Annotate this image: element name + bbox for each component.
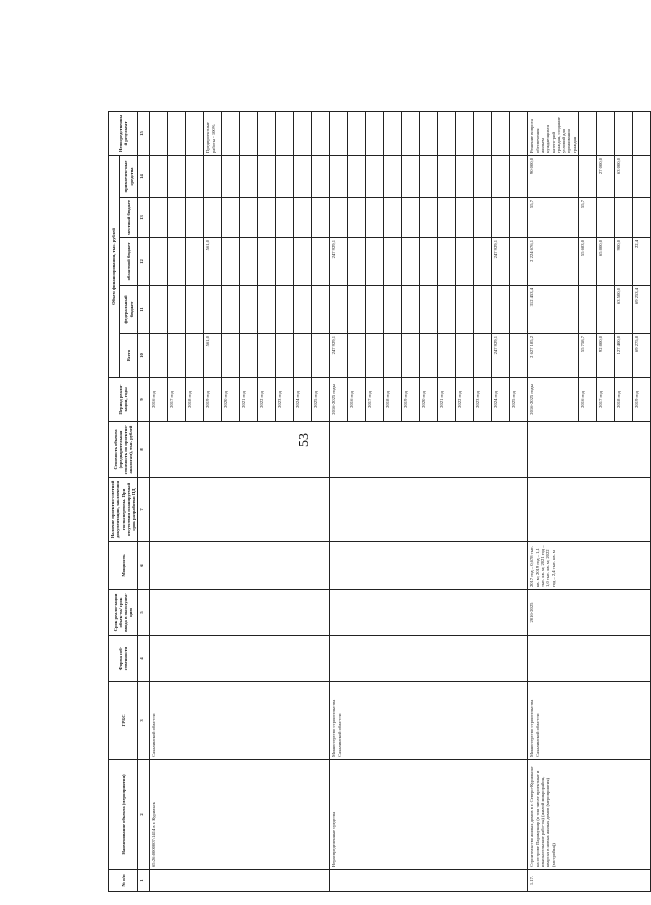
total-cell xyxy=(276,334,294,378)
extrabudget-cell xyxy=(366,156,384,198)
capacity-cell xyxy=(150,542,330,590)
header-name: Наименование объекта (мероприятия) xyxy=(109,760,138,870)
page-number: 53 xyxy=(297,433,312,447)
local-cell xyxy=(596,198,614,238)
federal-cell xyxy=(402,286,420,334)
column-number: 6 xyxy=(138,542,150,590)
federal-cell: 312 453,4 xyxy=(528,286,579,334)
object-name: Нераспределенные средства xyxy=(330,760,528,870)
extrabudget-cell xyxy=(348,156,366,198)
result-cell xyxy=(402,112,420,156)
block-number: 1.17. xyxy=(528,870,651,892)
regional-cell xyxy=(276,238,294,286)
local-cell xyxy=(204,198,222,238)
header-result: Непосредственный результат xyxy=(109,112,138,156)
period-cell: 2018 год xyxy=(614,378,632,422)
regional-cell xyxy=(186,238,204,286)
result-cell xyxy=(578,112,596,156)
federal-cell xyxy=(510,286,528,334)
period-cell: 2016 год xyxy=(348,378,366,422)
federal-cell xyxy=(596,286,614,334)
period-cell: 2019 год xyxy=(402,378,420,422)
extrabudget-cell xyxy=(258,156,276,198)
total-cell: 247 929,1 xyxy=(492,334,510,378)
period-cell: 2021 год xyxy=(240,378,258,422)
local-cell xyxy=(222,198,240,238)
extrabudget-cell: 90 000,0 xyxy=(528,156,579,198)
result-cell xyxy=(258,112,276,156)
column-number: 7 xyxy=(138,478,150,542)
extrabudget-cell xyxy=(420,156,438,198)
regional-cell xyxy=(312,238,330,286)
extrabudget-cell xyxy=(312,156,330,198)
total-cell xyxy=(438,334,456,378)
federal-cell xyxy=(366,286,384,334)
column-number: 3 xyxy=(138,682,150,760)
column-number: 9 xyxy=(138,378,150,422)
extrabudget-cell xyxy=(578,156,596,198)
document-rotated-table xyxy=(108,112,639,892)
term-cell xyxy=(150,590,330,636)
period-cell: 2024 год xyxy=(492,378,510,422)
period-cell: 2019 год xyxy=(632,378,650,422)
table-body xyxy=(138,112,651,892)
design-doc-cell xyxy=(528,478,651,542)
extrabudget-cell xyxy=(150,156,168,198)
period-cell: 2025 год xyxy=(510,378,528,422)
extrabudget-cell xyxy=(276,156,294,198)
term-cell: 2016-2025 xyxy=(528,590,651,636)
result-cell xyxy=(510,112,528,156)
table-header xyxy=(109,112,138,892)
header-local: местный бюджет xyxy=(120,198,138,238)
regional-cell xyxy=(456,238,474,286)
federal-cell xyxy=(578,286,596,334)
result-cell xyxy=(312,112,330,156)
column-number-row xyxy=(138,112,150,892)
header-total: Всего xyxy=(120,334,138,378)
local-cell xyxy=(294,198,312,238)
period-cell: 2017 год xyxy=(168,378,186,422)
result-cell xyxy=(438,112,456,156)
local-cell xyxy=(276,198,294,238)
local-cell xyxy=(384,198,402,238)
header-design-doc: Наличие проектно-сметной документации, заключения госэкспертизы. При отсутствии планируемый срок разработки ПД xyxy=(109,478,138,542)
local-cell xyxy=(492,198,510,238)
block-number xyxy=(150,870,330,892)
period-cell: 2021 год xyxy=(438,378,456,422)
result-cell xyxy=(366,112,384,156)
federal-cell xyxy=(294,286,312,334)
regional-cell xyxy=(438,238,456,286)
result-cell xyxy=(596,112,614,156)
total-cell: 247 929,1 xyxy=(330,334,348,378)
financing-table xyxy=(108,111,651,892)
total-cell xyxy=(420,334,438,378)
result-cell xyxy=(222,112,240,156)
regional-cell xyxy=(474,238,492,286)
federal-cell xyxy=(348,286,366,334)
table-row xyxy=(150,112,168,892)
result-cell xyxy=(348,112,366,156)
total-cell xyxy=(510,334,528,378)
result-cell xyxy=(150,112,168,156)
local-cell xyxy=(402,198,420,238)
total-cell xyxy=(150,334,168,378)
extrabudget-cell xyxy=(632,156,650,198)
total-cell xyxy=(168,334,186,378)
regional-cell: 900,0 xyxy=(614,238,632,286)
regional-cell: 2 224 676,1 xyxy=(528,238,579,286)
total-cell xyxy=(366,334,384,378)
total-cell xyxy=(312,334,330,378)
total-cell xyxy=(258,334,276,378)
column-number: 11 xyxy=(138,286,150,334)
regional-cell: 561,0 xyxy=(204,238,222,286)
federal-cell: 69 253,4 xyxy=(632,286,650,334)
total-cell: 127 400,0 xyxy=(614,334,632,378)
federal-cell xyxy=(204,286,222,334)
regional-cell xyxy=(420,238,438,286)
result-cell xyxy=(632,112,650,156)
grbs-name: Министерство строительства Сахалинской обла-сти xyxy=(528,682,651,760)
regional-cell: 22,4 xyxy=(632,238,650,286)
extrabudget-cell xyxy=(240,156,258,198)
regional-cell xyxy=(384,238,402,286)
local-cell xyxy=(240,198,258,238)
local-cell: 55,7 xyxy=(528,198,579,238)
column-number: 4 xyxy=(138,636,150,682)
federal-cell xyxy=(186,286,204,334)
total-cell: 2 627 185,2 xyxy=(528,334,579,378)
result-cell: Решение вопроса обеспечения жильем нуждающихся катего-рий граждан, создание условий для проживания граждан xyxy=(528,112,579,156)
result-cell xyxy=(456,112,474,156)
regional-cell xyxy=(402,238,420,286)
header-funding: Объем финансирования, тыс. рублей xyxy=(109,156,120,378)
column-number: 10 xyxy=(138,334,150,378)
local-cell xyxy=(258,198,276,238)
period-cell: 2016-2025 годы xyxy=(528,378,579,422)
header-no: № п/п xyxy=(109,870,138,892)
local-cell: 55,7 xyxy=(578,198,596,238)
result-cell xyxy=(492,112,510,156)
federal-cell xyxy=(240,286,258,334)
local-cell xyxy=(312,198,330,238)
local-cell xyxy=(186,198,204,238)
result-cell xyxy=(474,112,492,156)
total-cell xyxy=(186,334,204,378)
header-extrabudget: привлечен-ные средства xyxy=(120,156,138,198)
table-row xyxy=(330,112,348,892)
total-cell xyxy=(348,334,366,378)
header-regional: областной бюджет xyxy=(120,238,138,286)
local-cell xyxy=(474,198,492,238)
block-number xyxy=(330,870,528,892)
local-cell xyxy=(420,198,438,238)
federal-cell xyxy=(438,286,456,334)
regional-cell xyxy=(510,238,528,286)
period-cell: 2018 год xyxy=(384,378,402,422)
local-cell xyxy=(456,198,474,238)
period-cell: 2025 год xyxy=(312,378,330,422)
column-number: 1 xyxy=(138,870,150,892)
local-cell xyxy=(348,198,366,238)
regional-cell xyxy=(150,238,168,286)
local-cell xyxy=(150,198,168,238)
extrabudget-cell xyxy=(492,156,510,198)
period-cell: 2020 год xyxy=(420,378,438,422)
column-number: 13 xyxy=(138,198,150,238)
column-number: 14 xyxy=(138,156,150,198)
federal-cell xyxy=(222,286,240,334)
design-doc-cell xyxy=(150,478,330,542)
federal-cell xyxy=(384,286,402,334)
total-cell: 92 800,0 xyxy=(596,334,614,378)
period-cell: 2022 год xyxy=(456,378,474,422)
period-cell: 2016-2025 годы xyxy=(330,378,348,422)
extrabudget-cell xyxy=(438,156,456,198)
period-cell: 2022 год xyxy=(258,378,276,422)
cost-cell xyxy=(528,422,651,478)
column-number: 15 xyxy=(138,112,150,156)
federal-cell xyxy=(420,286,438,334)
column-number: 12 xyxy=(138,238,150,286)
cost-cell xyxy=(150,422,330,478)
regional-cell: 247 929,1 xyxy=(492,238,510,286)
local-cell xyxy=(632,198,650,238)
result-cell xyxy=(420,112,438,156)
header-period: Период реали-зации, годы xyxy=(109,378,138,422)
extrabudget-cell xyxy=(456,156,474,198)
result-cell xyxy=(276,112,294,156)
federal-cell xyxy=(312,286,330,334)
result-cell xyxy=(240,112,258,156)
regional-cell: 247 929,1 xyxy=(330,238,348,286)
total-cell xyxy=(402,334,420,378)
regional-cell: 55 683,0 xyxy=(578,238,596,286)
period-cell: 2024 год xyxy=(294,378,312,422)
extrabudget-cell xyxy=(384,156,402,198)
federal-cell xyxy=(150,286,168,334)
total-cell: 69 275,8 xyxy=(632,334,650,378)
local-cell xyxy=(168,198,186,238)
column-number: 5 xyxy=(138,590,150,636)
period-cell: 2016 год xyxy=(150,378,168,422)
local-cell xyxy=(614,198,632,238)
total-cell xyxy=(222,334,240,378)
federal-cell xyxy=(492,286,510,334)
header-federal: федеральный бюджет xyxy=(120,286,138,334)
object-name: 65:26:0000007:1414 в г. Курильск xyxy=(150,760,330,870)
extrabudget-cell xyxy=(222,156,240,198)
total-cell xyxy=(474,334,492,378)
period-cell: 2018 год xyxy=(186,378,204,422)
capacity-cell: 2017 год – 0,678 тыс. кв. м; 2019 год – 1,1 тыс. кв. м; 2021 год – 1,0 тыс. кв. м; 2022 год – 2,4 тыс. кв. м xyxy=(528,542,651,590)
total-cell: 55 758,7 xyxy=(578,334,596,378)
total-cell xyxy=(384,334,402,378)
regional-cell xyxy=(168,238,186,286)
object-name: Строительство жилых домов в г. Северо-Курильске на острове Парамушир (в том числе проектные и изыскательские рабо-ты) (жилой микрорайон, квартал в новых жилых домов (мероприятия) (застройка)) xyxy=(528,760,651,870)
ownership-cell xyxy=(330,636,528,682)
total-cell: 561,0 xyxy=(204,334,222,378)
grbs-name: Министерство строительства Сахалинской обла-сти xyxy=(330,682,528,760)
period-cell: 2023 год xyxy=(276,378,294,422)
result-cell xyxy=(330,112,348,156)
federal-cell xyxy=(276,286,294,334)
extrabudget-cell xyxy=(330,156,348,198)
federal-cell xyxy=(330,286,348,334)
result-cell xyxy=(614,112,632,156)
result-cell xyxy=(384,112,402,156)
header-cost: Стоимость объекта (предварительная стоимость по проектно-аналогам), тыс. рублей xyxy=(109,422,138,478)
period-cell: 2023 год xyxy=(474,378,492,422)
period-cell: 2020 год xyxy=(222,378,240,422)
federal-cell xyxy=(168,286,186,334)
federal-cell: 63 500,0 xyxy=(614,286,632,334)
design-doc-cell xyxy=(330,478,528,542)
extrabudget-cell xyxy=(402,156,420,198)
ownership-cell xyxy=(528,636,651,682)
grbs-name: Сахалинской обла-сти xyxy=(150,682,330,760)
regional-cell xyxy=(240,238,258,286)
regional-cell xyxy=(222,238,240,286)
regional-cell xyxy=(348,238,366,286)
federal-cell xyxy=(474,286,492,334)
period-cell: 2016 год xyxy=(578,378,596,422)
header-capacity: Мощность xyxy=(109,542,138,590)
result-cell xyxy=(168,112,186,156)
result-cell xyxy=(294,112,312,156)
extrabudget-cell: 27 000,0 xyxy=(596,156,614,198)
extrabudget-cell xyxy=(294,156,312,198)
period-cell: 2019 год xyxy=(204,378,222,422)
total-cell xyxy=(240,334,258,378)
header-ownership: Форма соб-ственности xyxy=(109,636,138,682)
extrabudget-cell xyxy=(204,156,222,198)
term-cell xyxy=(330,590,528,636)
federal-cell xyxy=(456,286,474,334)
capacity-cell xyxy=(330,542,528,590)
regional-cell xyxy=(294,238,312,286)
extrabudget-cell xyxy=(168,156,186,198)
ownership-cell xyxy=(150,636,330,682)
cost-cell xyxy=(330,422,528,478)
result-cell: Предпроектные работы - 100% xyxy=(204,112,222,156)
column-number: 2 xyxy=(138,760,150,870)
extrabudget-cell: 63 000,0 xyxy=(614,156,632,198)
local-cell xyxy=(330,198,348,238)
regional-cell: 65 800,0 xyxy=(596,238,614,286)
total-cell xyxy=(456,334,474,378)
local-cell xyxy=(366,198,384,238)
result-cell xyxy=(186,112,204,156)
header-grbs: ГРБС xyxy=(109,682,138,760)
total-cell xyxy=(294,334,312,378)
period-cell: 2017 год xyxy=(366,378,384,422)
extrabudget-cell xyxy=(474,156,492,198)
period-cell: 2017 год xyxy=(596,378,614,422)
regional-cell xyxy=(258,238,276,286)
table-row xyxy=(528,112,579,892)
local-cell xyxy=(510,198,528,238)
header-term: Срок реали-зации объек-та/ срок ввода в эксплуата-цию xyxy=(109,590,138,636)
regional-cell xyxy=(366,238,384,286)
extrabudget-cell xyxy=(510,156,528,198)
extrabudget-cell xyxy=(186,156,204,198)
local-cell xyxy=(438,198,456,238)
column-number: 8 xyxy=(138,422,150,478)
federal-cell xyxy=(258,286,276,334)
